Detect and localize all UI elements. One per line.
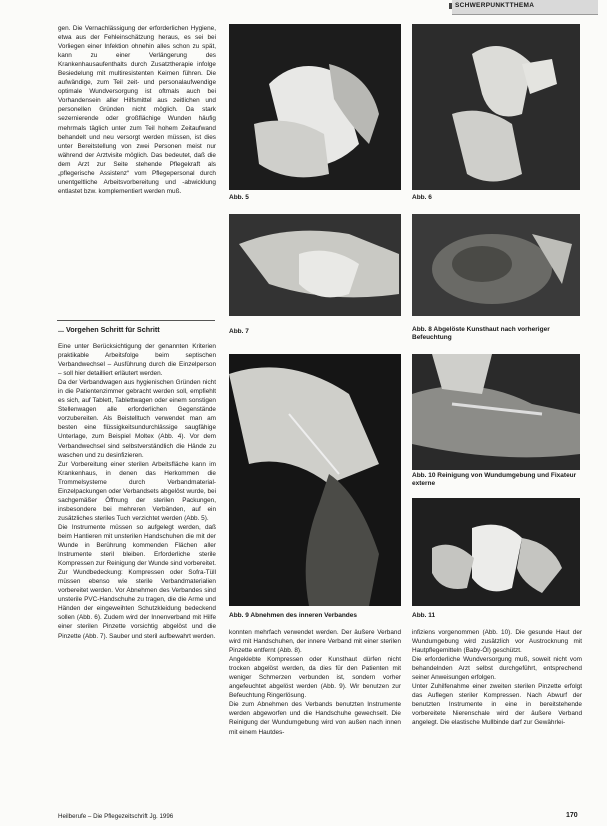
column-2 [229,628,401,808]
photo-abb-10-image [412,354,580,470]
caption-abb-11: Abb. 11 [412,612,436,619]
footer-citation: Heilberufe – Die Pflegezeitschrift Jg. 1996 [58,813,174,820]
caption-abb-7: Abb. 7 [229,328,249,335]
page-number: 170 [566,812,578,819]
photo-abb-9-image [229,354,401,606]
paragraph: Da der Verbandwagen aus hygienischen Gründen nicht in die Patientenzimmer gebracht werden soll, empfiehlt es sich, auf Tablett, Tablettwagen oder einem sonstigen Stellenwagen alle erforderlichen Gegenstände vorzubereiten. Als Beistelltuch verwendet man am besten eine flüssigkeitsundurchlässige saugfähige Unterlage, zum Beispiel Moltex (Abb. 4). Vor dem Verbandwechsel sind selbstverständlich die Hände zu waschen und zu desinfizieren. [58,379,216,459]
caption-abb-5: Abb. 5 [229,194,249,201]
column-1-bottom [58,342,216,807]
column-3 [412,628,582,808]
paragraph: konnten mehrfach verwendet werden. Der äußere Verband wird mit Handschuhen, der innere Verband mit einer sterilen Pinzette entfernt (Abb. 8). [229,629,401,655]
photo-abb-11 [412,498,580,606]
photo-abb-7-image [229,214,401,316]
caption-abb-9: Abb. 9 Abnehmen des inneren Verbandes [229,612,357,619]
paragraph: Eine unter Berücksichtigung der genannten Kriterien praktikable Arbeitsfolge beim septischen Verbandwechsel – Ausführung durch die Einzelperson – soll hier detailliert erläutert werden. [58,343,216,378]
paragraph: Angeklebte Kompressen oder Kunsthaut dürfen nicht trocken abgelöst werden, da dies für den Patienten mit weniger Schmerzen verbunden ist, sondern vorher angefeuchtet abgelöst werden (Abb. 9). Wir benutzen zur Befeuchtung Ringerlösung. [229,656,401,700]
running-header: SCHWERPUNKTTHEMA [455,2,535,9]
caption-abb-8: Abb. 8 Abgelöste Kunsthaut nach vorheriger Befeuchtung [412,326,550,341]
paragraph: Die erforderliche Wundversorgung muß, soweit nicht vom behandelnden Arzt selbst durchgeführt, entsprechend seiner Anweisungen erfolgen. [412,656,582,682]
photo-abb-8-image [412,214,580,316]
paragraph: infiziens vorgenommen (Abb. 10). Die gesunde Haut der Wundumgebung wird zusätzlich vor Austrocknung mit Hautpflegemitteln (Baby-Öl) geschützt. [412,629,582,655]
photo-abb-6 [412,24,580,190]
photo-abb-7 [229,214,401,316]
paragraph: Die Instrumente müssen so aufgelegt werden, daß beim Hantieren mit unsterilen Handschuhen die mit der Wunde in Berührung kommenden Flächen aller Instrumente steril bleiben. Erforderliche sterile Kompressen zur Reinigung der Wunde sind vorbereitet. Zur Wundbedeckung: Kompressen oder Sofra-Tüll müssen ebenso wie sterile Verbandmaterialien vorbereitet werden. Vor Abnehmen des Verbandes sind unsterile PVC-Handschuhe zu tragen, die die Arme und Händen der eingeweihten Schutzkleidung bedeckend sollen (Abb. 6). Zudem wird der Innenverband mit Hilfe einer sterilen Pinzette vorsichtig abgelöst und die Pinzette (Abb. 7). Sauber und steril aufbewahrt werden. [58,523,216,640]
caption-abb-10: Abb. 10 Reinigung von Wundumgebung und Fixateur externe [412,472,577,487]
photo-abb-11-image [412,498,580,606]
photo-abb-10 [412,354,580,470]
photo-abb-5 [229,24,401,190]
divider [57,320,215,321]
paragraph: Zur Vorbereitung einer sterilen Arbeitsfläche kann im Krankenhaus, in denen das Herkommen die Trommelsysteme durch Verbandmaterial-Einzelpackungen oder Verbandsets abgelöst wurde, bei sachgemäßer Öffnung der sterilen Packungen, insbesondere bei mehreren Verbänden, auf ein zusätzliches steriles Tuch verzichtet werden (Abb. 5). [58,460,216,522]
photo-abb-6-image [412,24,580,190]
paragraph: Unter Zuhilfenahme einer zweiten sterilen Pinzette erfolgt das Auflegen steriler Kompressen. Nach Abwurf der benutzten Instrumente in eine in bereitstehende vorbereitete Nierenschale wird der äußere Verband angelegt. Die elastische Mullbinde darf zur Gewährlei- [412,683,582,727]
caption-abb-6: Abb. 6 [412,194,432,201]
photo-abb-9 [229,354,401,606]
paragraph: Die zum Abnehmen des Verbands benutzten Instrumente werden abgeworfen und die Handschuhe gewechselt. Die Reinigung der Wundumgebung wird von außen nach innen mit einem Hautdes- [229,701,401,736]
photo-abb-5-image [229,24,401,190]
section-heading: ... Vorgehen Schritt für Schritt [58,325,160,334]
paragraph: gen. Die Vernachlässigung der erforderlichen Hygiene, etwa aus der Fehleinschätzung heraus, es sei bei Vorliegen einer Infektion ohnehin alles schon zu spät, kann zu einer Verlängerung des Krankenhausaufenthalts durch Zusatztherapie infolge Besiedelung mit multiresistenten Keimen führen. Die aufwändige, zum Teil zeit- und personalaufwendige optimale Wundversorgung ist oftmals auch bei Vorhandensein aller Hilfsmittel aus zeitlichen und personellen Gründen nicht möglich. Da stark sezernierende oder großflächige Wunden häufig mehrmals täglich unter zum Teil hohem Zeitaufwand behandelt und neu versorgt werden müssen, ist dies unter Bereitstellung von zwei Personen meist nur während der Arztvisite möglich. Das bedeutet, daß die dem Arzt zur Seite stehende Pflegekraft als „pflegerische Assistenz“ vom Pflegepersonal durch unentgeltliche Arbeitsvorbereitung und -abwicklung entlastet bzw. komplementiert werden muß. [58,25,216,195]
photo-abb-8 [412,214,580,316]
column-1-top [58,24,216,320]
